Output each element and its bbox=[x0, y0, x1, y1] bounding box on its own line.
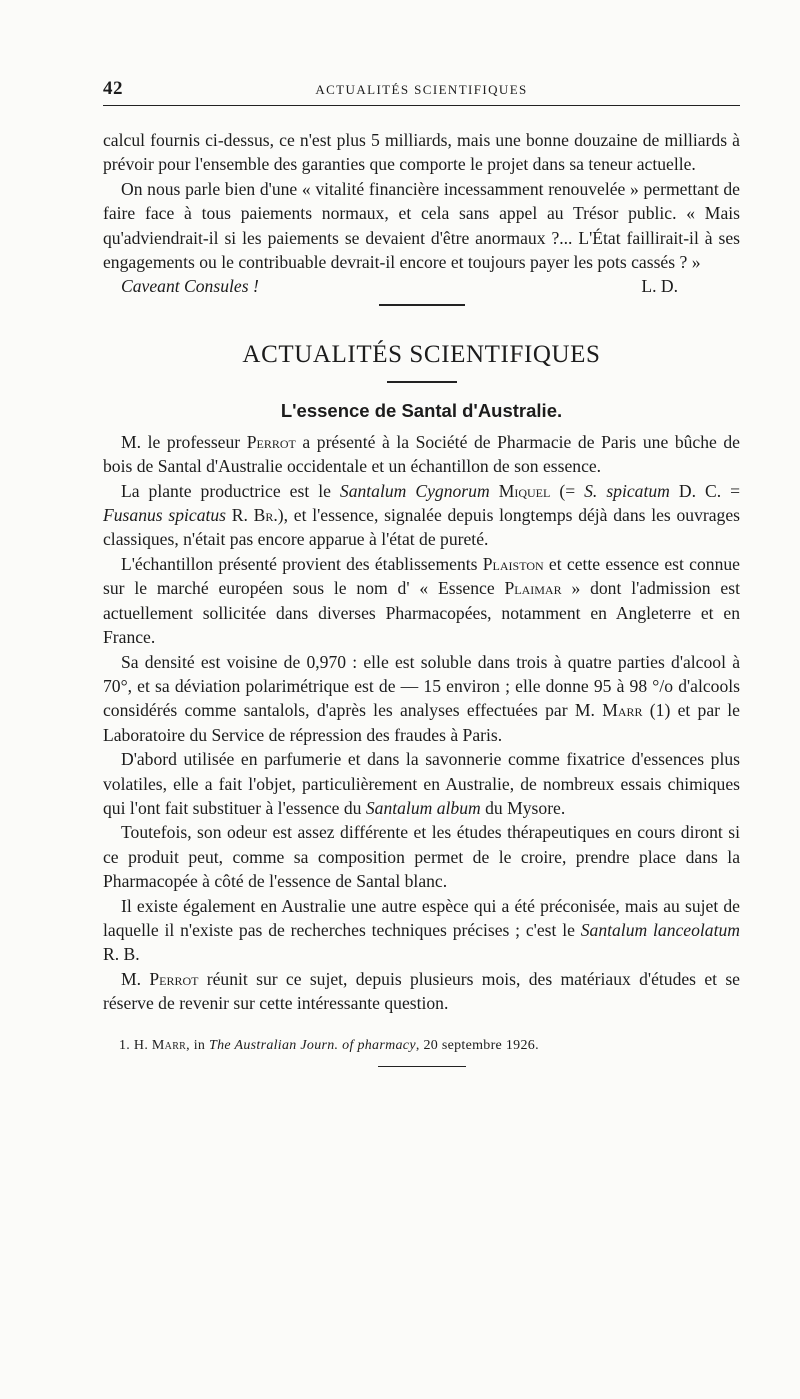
article-paragraph-8: M. Perrot réunit sur ce sujet, depuis plusieurs mois, des matériaux d'études et se réserve de revenir sur cette intéressante question. bbox=[103, 968, 740, 1014]
article-paragraph-4: Sa densité est voisine de 0,970 : elle est soluble dans trois à quatre parties d'alcool à 70°, et sa déviation polarimétrique est de — 15 environ ; elle donne 95 à 98 °/o d'alcools considérés comme santalols, d'après les analyses effectuées par M. Marr (1) et par le Laboratoire du Service de répression des fraudes à Paris. bbox=[103, 651, 740, 745]
article-paragraph-3: L'échantillon présenté provient des établissements Plaiston et cette essence est connue sur le marché européen sous le nom d' « Essence Plaimar » dont l'admission est actuellement sollicitée dans diverses Pharmacopées, notamment en Angleterre et en France. bbox=[103, 553, 740, 648]
article-paragraph-2: La plante productrice est le Santalum Cygnorum Miquel (= S. spicatum D. C. = Fusanus spicatus R. Br.), et l'essence, signalée depuis longtemps déjà dans les ouvrages classiques, n'était pas encore apparue à l'état de pureté. bbox=[103, 480, 741, 550]
page-header bbox=[103, 74, 740, 104]
running-title: ACTUALITÉS SCIENTIFIQUES bbox=[315, 82, 528, 97]
page-number: 42 bbox=[103, 78, 123, 99]
species-name: Fusanus spicatus bbox=[103, 505, 227, 526]
footnote-rule bbox=[378, 1066, 466, 1067]
company-name: Plaiston bbox=[482, 553, 544, 574]
closing-line bbox=[103, 274, 740, 298]
article-paragraph-7: Il existe également en Australie une autre espèce qui a été préconisée, mais au sujet de laquelle il n'existe pas de recherches techniques précises ; c'est le Santalum lanceolatum R. B. bbox=[103, 895, 740, 965]
section-rule bbox=[387, 381, 457, 383]
author-name: Miquel bbox=[498, 480, 551, 501]
closing-phrase: Caveant Consules ! bbox=[121, 276, 259, 297]
article-paragraph-5: D'abord utilisée en parfumerie et dans la savonnerie comme fixatrice d'essences plus volatiles, elle a fait l'objet, particulièrement en Australie, de nombreux essais chimiques qui l'ont fait substituer à l'essence du Santalum album du Mysore. bbox=[103, 749, 740, 818]
article-title: L'essence de Santal d'Australie. bbox=[280, 399, 563, 421]
person-name: Perrot bbox=[149, 968, 199, 989]
person-name: Perrot bbox=[246, 431, 296, 452]
prev-paragraph-1: calcul fournis ci-dessus, ce n'est plus 5 milliards, mais une bonne douzaine de milliards à prévoir pour l'ensemble des garanties que comporte le projet dans sa teneur actuelle. bbox=[103, 130, 740, 175]
species-name: Santalum Cygnorum bbox=[339, 480, 490, 501]
separator-rule bbox=[379, 304, 465, 306]
article-paragraph-6: Toutefois, son odeur est assez différente et les études thérapeutiques en cours diront si ce produit peut, comme sa composition permet de le croire, prendre place dans la Pharmacopée à côté de l'essence de Santal blanc. bbox=[103, 822, 740, 892]
page-body bbox=[103, 128, 740, 1067]
footnote: 1. H. Marr, in The Australian Journ. of pharmacy, 20 septembre 1926. bbox=[119, 1037, 539, 1053]
footnote-number: 1. bbox=[119, 1037, 131, 1053]
signature: L. D. bbox=[641, 276, 678, 297]
header-rule bbox=[103, 105, 740, 106]
section-title: ACTUALITÉS SCIENTIFIQUES bbox=[242, 340, 601, 368]
brand-name: Plaimar bbox=[504, 578, 562, 599]
article-paragraph-1: M. le professeur Perrot a présenté à la Société de Pharmacie de Paris une bûche de bois de Santal d'Australie occidentale et un échantillon de son essence. bbox=[103, 431, 740, 477]
species-name: S. spicatum bbox=[584, 480, 670, 501]
author-name: Br. bbox=[253, 505, 278, 526]
species-name: Santalum lanceolatum bbox=[580, 919, 740, 940]
journal-title: The Australian Journ. of pharmacy bbox=[209, 1037, 416, 1053]
prev-paragraph-2: On nous parle bien d'une « vitalité financière incessamment renouvelée » permettant de faire face à tous paiements normaux, et cela sans appel au Trésor public. « Mais qu'adviendrait-il si les paiements se devaient d'être anormaux ?... L'État faillirait-il à ses engagements ou le contribuable devrait-il encore et toujours payer les pots cassés ? » bbox=[103, 178, 740, 273]
footnote-author: Marr bbox=[151, 1037, 187, 1053]
person-name: Marr bbox=[602, 700, 643, 721]
footnote-ref: (1) bbox=[642, 700, 671, 721]
species-name: Santalum album bbox=[365, 797, 481, 818]
